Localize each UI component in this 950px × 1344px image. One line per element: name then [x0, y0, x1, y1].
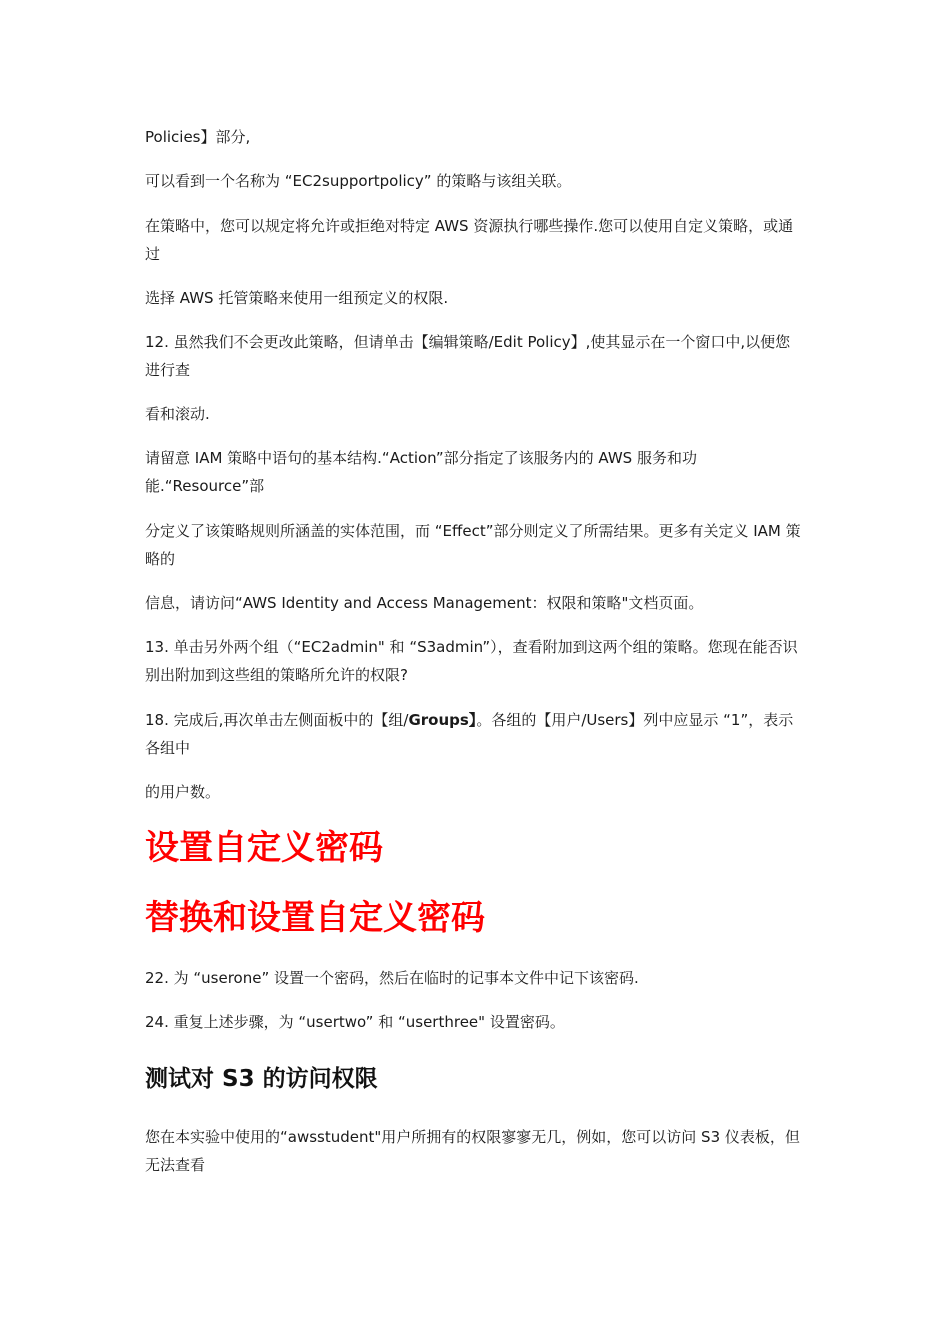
paragraph: 可以看到一个名称为 “EC2supportpolicy” 的策略与该组关联。 [145, 172, 572, 190]
paragraph: Policies】部分, [145, 128, 251, 146]
step-18-suffix: 。各组的【用户/Users】列中应显示 “1”，表示各组中 [145, 711, 794, 757]
paragraph: 的用户数。 [145, 783, 221, 801]
step-18-paragraph [145, 706, 805, 762]
paragraph: 请留意 IAM 策略中语句的基本结构.“Action”部分指定了该服务内的 AWS 服务和功能.“Resource”部 [145, 449, 697, 495]
paragraph: 您在本实验中使用的“awsstudent"用户所拥有的权限寥寥无几，例如，您可以访问 S3 仪表板，但无法查看 [145, 1128, 800, 1174]
section-heading-red: 替换和设置自定义密码 [145, 898, 485, 938]
step-18-bold: Groups】 [408, 711, 477, 729]
paragraph: 13. 单击另外两个组（“EC2admin" 和 “S3admin”），查看附加到这两个组的策略。您现在能否识别出附加到这些组的策略所允许的权限? [145, 638, 798, 684]
paragraph: 24. 重复上述步骤，为 “usertwo” 和 “userthree" 设置密码。 [145, 1013, 565, 1031]
paragraph: 22. 为 “userone” 设置一个密码，然后在临时的记事本文件中记下该密码. [145, 969, 639, 987]
step-18-prefix: 18. 完成后,再次单击左侧面板中的【组/ [145, 711, 409, 729]
paragraph: 选择 AWS 托管策略来使用一组预定义的权限. [145, 289, 449, 307]
section-heading-red: 设置自定义密码 [145, 828, 383, 868]
paragraph: 在策略中，您可以规定将允许或拒绝对特定 AWS 资源执行哪些操作.您可以使用自定义策略，或通过 [145, 217, 794, 263]
paragraph: 信息，请访问“AWS Identity and Access Management：权限和策略"文档页面。 [145, 594, 704, 612]
paragraph: 分定义了该策略规则所涵盖的实体范围，而 “Effect”部分则定义了所需结果。更多有关定义 IAM 策略的 [145, 522, 801, 568]
paragraph: 12. 虽然我们不会更改此策略，但请单击【编辑策略/Edit Policy】,使其显示在一个窗口中,以便您进行查 [145, 333, 791, 379]
paragraph: 看和滚动. [145, 405, 210, 423]
section-heading: 测试对 S3 的访问权限 [145, 1066, 378, 1092]
